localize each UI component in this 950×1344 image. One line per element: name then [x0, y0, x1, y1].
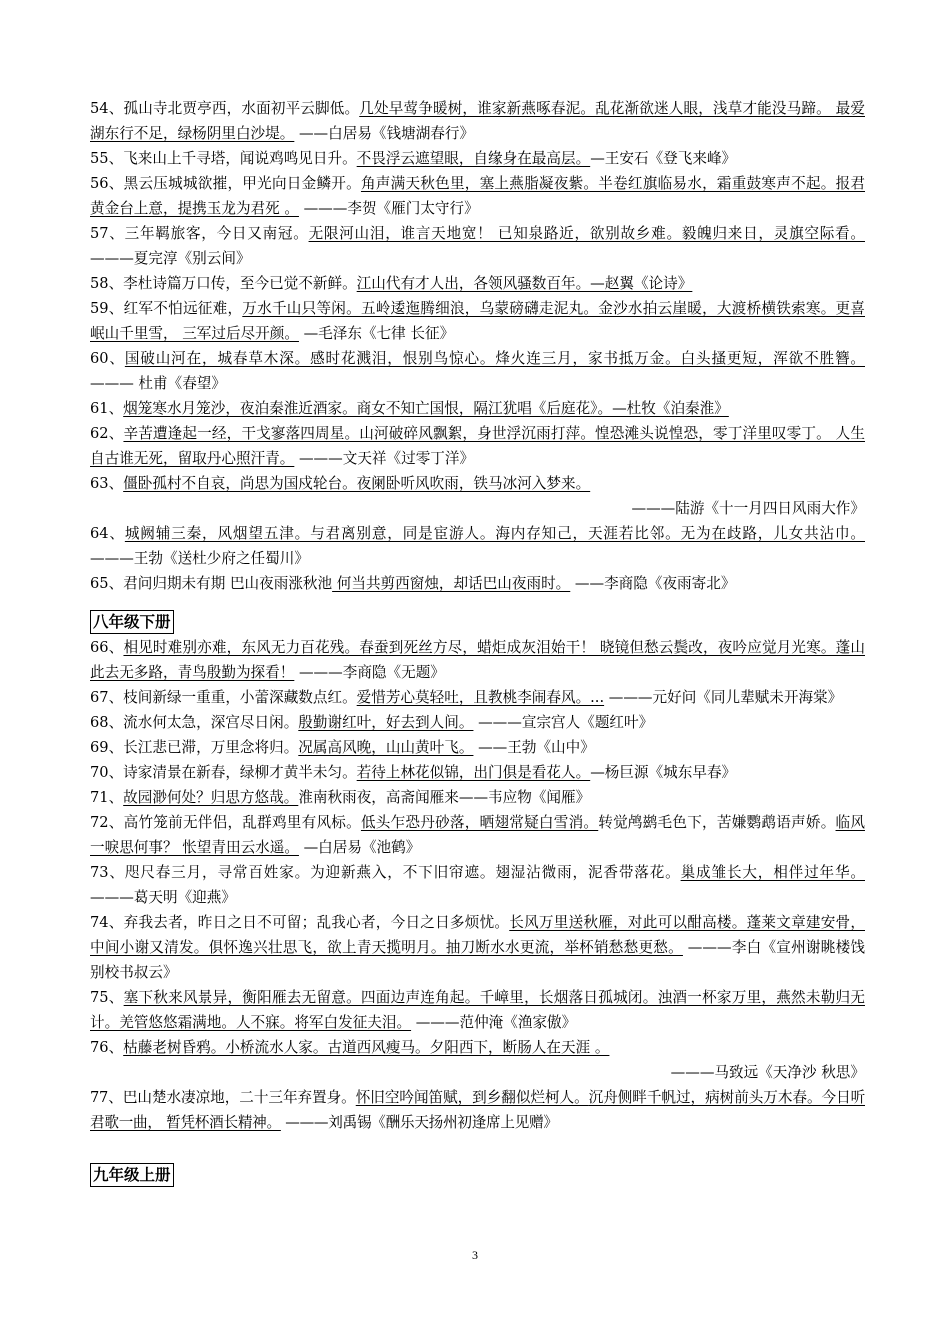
poem-entry-75 — [90, 985, 865, 1035]
section-heading-grade8-spring: 八年级下册 — [90, 610, 174, 634]
underlined-verse: 江山代有才人出，各领风骚数百年。—赵翼《论诗》 — [356, 275, 693, 292]
underlined-verse: 无限河山泪，谁言天地宽！ 已知泉路近，欲别故乡难。毅魄归来日，灵旗空际看。 — [308, 225, 865, 242]
poem-author: ———宣宗宫人《题红叶》 — [473, 714, 654, 731]
poem-author: ——— 杜甫《春望》 — [90, 375, 226, 392]
poem-text: 67、枝间新绿一重重，小蕾深藏数点红。 — [90, 689, 357, 706]
underlined-verse: 僵卧孤村不自哀，尚思为国戍轮台。夜阑卧听风吹雨，铁马冰河入梦来。 — [123, 475, 591, 492]
underlined-verse: 沉舟侧畔千帆过，病树前头万木春。今日听君歌一曲， 暂凭杯酒长精神。 — [90, 1089, 865, 1131]
underlined-verse: 烟笼寒水月笼沙，夜泊秦淮近酒家。商女不知亡国恨，隔江犹唱《后庭花》。—杜牧《泊秦淮》 — [123, 400, 729, 417]
poem-text: 74、弃我去者，昨日之日不可留；乱我心者，今日之日多烦忧。 — [90, 914, 510, 931]
poem-entry-60 — [90, 346, 865, 396]
poem-entry-72 — [90, 810, 865, 860]
poem-text: 65、君问归期未有期 巴山夜雨涨秋池 — [90, 575, 333, 592]
poem-author: —杨巨源《城东早春》 — [590, 764, 737, 781]
poem-entry-64 — [90, 521, 865, 571]
poem-entry-66 — [90, 635, 865, 685]
poem-author: ———文天祥《过零丁洋》 — [294, 450, 475, 467]
poem-entry-71 — [90, 785, 865, 810]
poem-author: —白居易《池鹤》 — [298, 839, 421, 856]
poem-text: 77、巴山楚水凄凉地，二十三年弃置身。 — [90, 1089, 356, 1106]
poem-entry-76 — [90, 1035, 865, 1060]
poem-author: 转觉鸬鹚毛色下，苦嫌鹦鹉语声娇。 — [598, 814, 836, 831]
underlined-verse: 万水千山只等闲。五岭逶迤腾细浪，乌蒙磅礴走泥丸。金沙水拍云崖暖，大渡桥横铁索寒。更喜岷山千里雪， 三军过后尽开颜。 — [90, 300, 865, 342]
poem-text: 76、 — [90, 1039, 124, 1056]
poem-text: 56、黑云压城城欲摧，甲光向日金鳞开。 — [90, 175, 361, 192]
poem-author: ———元好问《同儿辈赋未开海棠》 — [604, 689, 843, 706]
poem-entry-63 — [90, 471, 865, 496]
poem-entry-77 — [90, 1085, 865, 1135]
poem-text: 68、流水何太急，深宫尽日闲。 — [90, 714, 299, 731]
poem-author: —王安石《登飞来峰》 — [590, 150, 737, 167]
poem-author: ——白居易《钱塘湖春行》 — [294, 125, 475, 142]
poem-entry-54 — [90, 96, 865, 146]
underlined-verse: 相见时难别亦难，东风无力百花残。春蚕到死丝方尽，蜡炬成灰泪始干！ 晓镜但愁云鬓改，夜吟应觉月光寒。蓬山此去无多路，青鸟殷勤为探看！ — [90, 639, 865, 681]
poem-text: 62、 — [90, 425, 124, 442]
underlined-verse: 巢成雏长大，相伴过年华。 — [680, 864, 865, 881]
poem-entry-65 — [90, 571, 865, 596]
poem-author: —毛泽东《七律 长征》 — [298, 325, 455, 342]
poem-list-section-1 — [90, 96, 865, 596]
underlined-verse: 国破山河在，城春草木深。感时花溅泪，恨别鸟惊心。烽火连三月，家书抵万金。白头搔更短，浑欲不胜簪。 — [124, 350, 865, 367]
underlined-verse: 况属高风晚，山山黄叶飞。 — [298, 739, 474, 756]
poem-text: 70、诗家清景在新春，绿柳才黄半未匀。 — [90, 764, 357, 781]
document-page — [90, 96, 865, 1188]
poem-author: ——王勃《山中》 — [473, 739, 595, 756]
poem-text: 63、 — [90, 475, 124, 492]
underlined-verse: 塞下秋来风景异，衡阳雁去无留意。四面边声连角起。千嶂里，长烟落日孤城闭。浊酒一杯家万里，燕然未勒归无计。羌管悠悠霜满地。人不寐。将军白发征夫泪。 — [90, 989, 865, 1031]
poem-text: 58、李杜诗篇万口传，至今已觉不新鲜。 — [90, 275, 357, 292]
poem-entry-74 — [90, 910, 865, 985]
poem-text: 61、 — [90, 400, 124, 417]
poem-text: 54、孤山寺北贾亭西，水面初平云脚低。 — [90, 100, 360, 117]
poem-author: ———夏完淳《别云间》 — [90, 250, 251, 267]
underlined-verse: 几处早莺争暖树，谁家新燕啄春泥。乱花渐欲迷人眼，浅草才能没马蹄。 最爱湖东行不足，绿杨阴里白沙堤。 — [90, 100, 865, 142]
poem-author: ———王勃《送杜少府之任蜀川》 — [90, 550, 309, 567]
poem-list-section-2 — [90, 635, 865, 1135]
underlined-verse: 枯藤老树昏鸦。小桥流水人家。古道西风瘦马。夕阳西下，断肠人在天涯 。 — [123, 1039, 610, 1056]
poem-entry-62 — [90, 421, 865, 471]
poem-entry-69 — [90, 735, 865, 760]
poem-text: 55、飞来山上千寻塔，闻说鸡鸣见日升。 — [90, 150, 357, 167]
poem-author-line-63: ———陆游《十一月四日风雨大作》 — [631, 500, 865, 517]
poem-text: 69、长江悲已滞，万里念将归。 — [90, 739, 299, 756]
poem-text: 60、 — [90, 350, 125, 367]
poem-text: 66、 — [90, 639, 124, 656]
underlined-verse: 角声满天秋色里，塞上燕脂凝夜紫。半卷红旗临易水，霜重鼓寒声不起。报君黄金台上意，提携玉龙为君死 。 — [90, 175, 865, 217]
underlined-verse: 故园渺何处？归思方悠哉。 — [123, 789, 299, 806]
poem-entry-67 — [90, 685, 865, 710]
poem-author: ———范仲淹《渔家傲》 — [411, 1014, 577, 1031]
section-heading-grade9-autumn: 九年级上册 — [90, 1163, 174, 1187]
underlined-verse: 怀旧空吟闻笛赋，到乡翻似烂柯人。 — [355, 1089, 589, 1106]
poem-entry-73 — [90, 860, 865, 910]
underlined-verse: 临风一唳思何事？ 怅望青田云水遥。 — [90, 814, 865, 856]
poem-text: 59、红军不怕远征难， — [90, 300, 243, 317]
underlined-verse: 低头乍恐丹砂落，晒翅常疑白雪消。 — [360, 814, 599, 831]
poem-text: 64、 — [90, 525, 125, 542]
poem-text: 57、三年羁旅客，今日又南冠。 — [90, 225, 309, 242]
poem-author: ———李白《宣州谢眺楼饯别校书叔云》 — [90, 939, 865, 981]
poem-entry-59 — [90, 296, 865, 346]
poem-author: 淮南秋雨夜，高斋闻雁来——韦应物《闻雁》 — [298, 789, 591, 806]
poem-text: 73、咫尺春三月，寻常百姓家。为迎新燕入，不下旧帘遮。翅湿沾微雨，泥香带落花。 — [90, 864, 681, 881]
poem-entry-55 — [90, 146, 865, 171]
poem-author: ——李商隐《夜雨寄北》 — [570, 575, 736, 592]
poem-text: 71、 — [90, 789, 124, 806]
poem-entry-58 — [90, 271, 865, 296]
poem-author: ———李贺《雁门太守行》 — [298, 200, 479, 217]
poem-entry-56 — [90, 171, 865, 221]
underlined-verse: 爱惜芳心莫轻吐，且教桃李闹春风。... — [356, 689, 605, 706]
poem-text: 72、高竹笼前无伴侣，乱群鸡里有风标。 — [90, 814, 361, 831]
underlined-verse: 何当共剪西窗烛，却话巴山夜雨时。 — [332, 575, 571, 592]
underlined-verse: 不畏浮云遮望眼，自缘身在最高层。 — [356, 150, 591, 167]
underlined-verse: 辛苦遭逢起一经，干戈寥落四周星。山河破碎风飘絮，身世浮沉雨打萍。惶恐滩头说惶恐，零丁洋里叹零丁。 人生自古谁无死，留取丹心照汗青。 — [90, 425, 865, 467]
underlined-verse: 城阙辅三秦，风烟望五津。与君离别意，同是宦游人。海内存知己，天涯若比邻。无为在歧路，儿女共沾巾。 — [124, 525, 865, 542]
poem-author: ———刘禹锡《酬乐天扬州初逢席上见赠》 — [280, 1114, 558, 1131]
poem-author-line-76: ———马致远《天净沙 秋思》 — [670, 1064, 865, 1081]
underlined-verse: 殷勤谢红叶，好去到人间。 — [298, 714, 474, 731]
poem-entry-68 — [90, 710, 865, 735]
poem-author: ———葛天明《迎燕》 — [90, 889, 236, 906]
poem-entry-61 — [90, 396, 865, 421]
poem-entry-57 — [90, 221, 865, 271]
poem-text: 75、 — [90, 989, 124, 1006]
underlined-verse: 长风万里送秋雁，对此可以酣高楼。蓬莱文章建安骨，中间小谢又清发。俱怀逸兴壮思飞，欲上青天揽明月。抽刀断水水更流，举杯销愁愁更愁。 — [90, 914, 865, 956]
poem-author: ———李商隐《无题》 — [294, 664, 445, 681]
underlined-verse: 若待上林花似锦，出门俱是看花人。 — [356, 764, 591, 781]
poem-entry-70 — [90, 760, 865, 785]
page-number: 3 — [472, 1248, 478, 1262]
